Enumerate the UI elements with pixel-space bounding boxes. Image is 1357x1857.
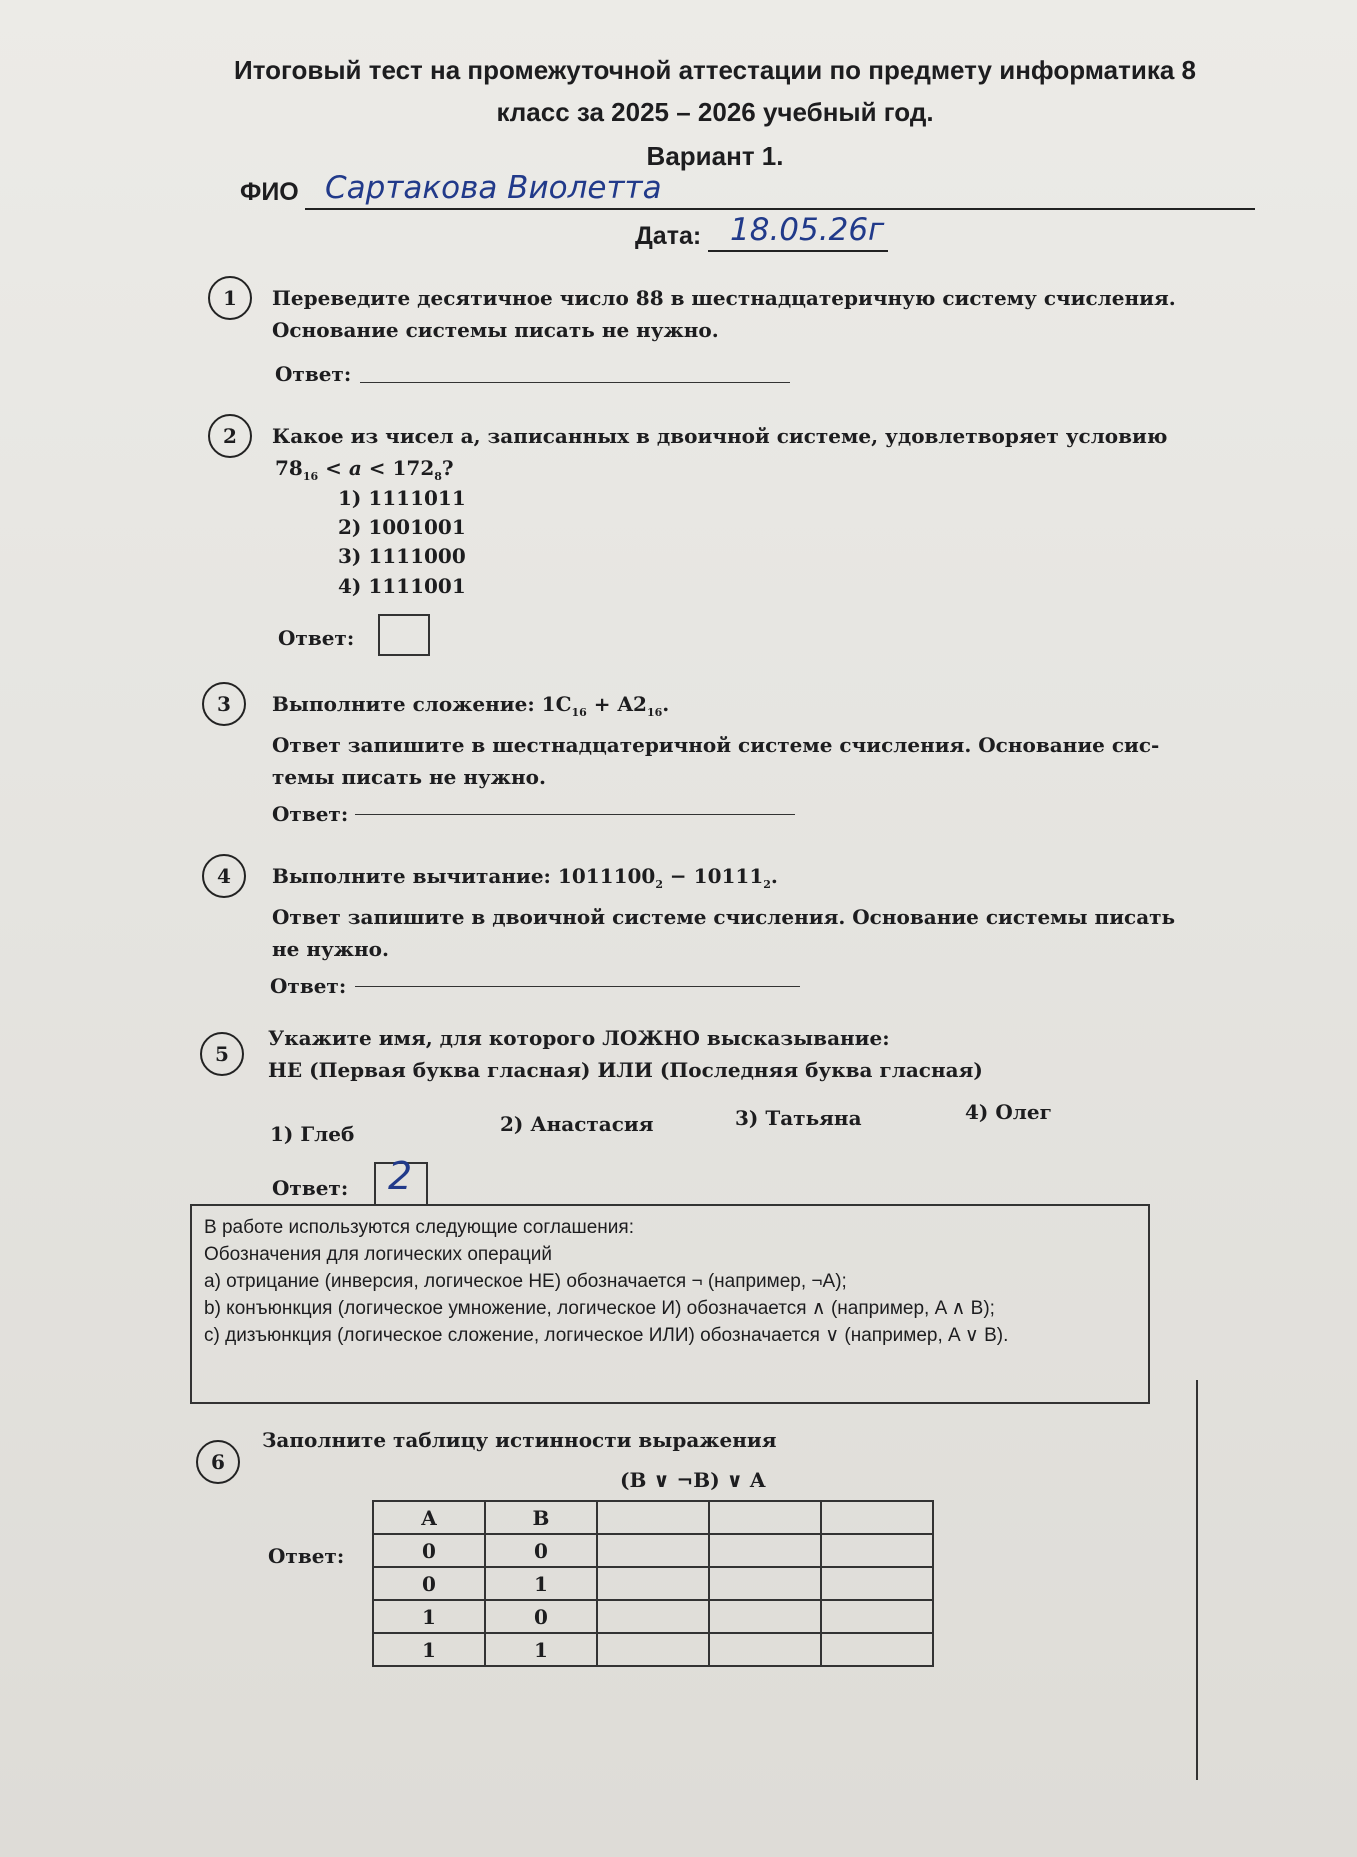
- question-1-line-2: Основание системы писать не нужно.: [272, 318, 719, 342]
- truth-table-header-b: B: [485, 1501, 597, 1534]
- question-2-answer-label: Ответ:: [278, 626, 355, 650]
- question-3-line-3: темы писать не нужно.: [272, 765, 546, 789]
- conventions-box: [190, 1204, 1150, 1404]
- truth-table-cell[interactable]: [597, 1567, 709, 1600]
- question-5-option-2: 2) Анастасия: [500, 1112, 654, 1136]
- question-5-text: [268, 1022, 1268, 1086]
- truth-table-cell-b: 1: [485, 1567, 597, 1600]
- truth-table-cell[interactable]: [597, 1501, 709, 1534]
- question-1-text: [272, 282, 1272, 346]
- truth-table-cell[interactable]: [821, 1534, 933, 1567]
- question-2-option-1: 1) 1111011: [338, 486, 466, 510]
- question-1-number: 1: [208, 276, 252, 320]
- question-1-line-1: Переведите десятичное число 88 в шестнадцатеричную систему счисления.: [272, 286, 1176, 310]
- question-5-line-1: Укажите имя, для которого ЛОЖНО высказывание:: [268, 1026, 890, 1050]
- fio-handwritten-value[interactable]: Сартакова Виолетта: [325, 170, 662, 206]
- question-6-number: 6: [196, 1440, 240, 1484]
- question-4-number: 4: [202, 854, 246, 898]
- conventions-line-2: Обозначения для логических операций: [204, 1244, 552, 1265]
- date-label: Дата:: [635, 222, 702, 250]
- truth-table-cell-b: 0: [485, 1534, 597, 1567]
- question-4-text: [272, 860, 1282, 965]
- truth-table-cell-a: 1: [373, 1633, 485, 1666]
- question-1-answer-line[interactable]: [360, 382, 790, 383]
- conventions-line-5: c) дизъюнкция (логическое сложение, логическое ИЛИ) обозначается ∨ (например, A ∨ B).: [204, 1325, 1009, 1346]
- truth-table: [372, 1500, 934, 1667]
- question-5-option-4: 4) Олег: [965, 1100, 1052, 1124]
- question-2-number: 2: [208, 414, 252, 458]
- truth-table-cell[interactable]: [709, 1501, 821, 1534]
- question-6-answer-label: Ответ:: [268, 1544, 345, 1568]
- truth-table-cell[interactable]: [821, 1501, 933, 1534]
- question-3-number: 3: [202, 682, 246, 726]
- question-3-answer-label: Ответ:: [272, 802, 349, 826]
- question-4-line-1: Выполните вычитание: $1011100_2 - 10111_2$.: [272, 864, 778, 891]
- question-3-line-2: Ответ запишите в шестнадцатеричной системе счисления. Основание сис-: [272, 733, 1160, 757]
- question-2-text: Какое из чисел a, записанных в двоичной системе, удовлетворяет условию: [272, 424, 1168, 448]
- truth-table-cell[interactable]: [821, 1567, 933, 1600]
- question-5-answer-label: Ответ:: [272, 1176, 349, 1200]
- date-handwritten-value[interactable]: 18.05.26г: [730, 212, 885, 248]
- truth-table-cell-b: 0: [485, 1600, 597, 1633]
- question-4-answer-label: Ответ:: [270, 974, 347, 998]
- truth-table-cell[interactable]: [597, 1534, 709, 1567]
- page-edge-line: [1196, 1380, 1198, 1780]
- base-8-subscript: 8: [434, 470, 442, 483]
- truth-table-cell[interactable]: [709, 1567, 821, 1600]
- question-4-line-2: Ответ запишите в двоичной системе счисления. Основание системы писать: [272, 905, 1176, 929]
- test-title-line-2: класс за 2025 – 2026 учебный год.: [496, 97, 934, 127]
- question-5-option-3: 3) Татьяна: [735, 1106, 862, 1130]
- truth-table-cell[interactable]: [821, 1600, 933, 1633]
- question-3-answer-line[interactable]: [355, 814, 795, 815]
- truth-table-cell[interactable]: [597, 1600, 709, 1633]
- question-5-option-1: 1) Глеб: [270, 1122, 355, 1146]
- truth-table-cell[interactable]: [821, 1633, 933, 1666]
- question-6-expression: (B ∨ ¬B) ∨ A: [620, 1468, 766, 1492]
- fio-underline: [305, 208, 1255, 210]
- question-2-option-4: 4) 1111001: [338, 574, 466, 598]
- conventions-line-1: В работе используются следующие соглашения:: [204, 1217, 634, 1238]
- question-2-condition: $78_{16} < a < 172_8$?: [275, 456, 454, 483]
- question-3-text: [272, 688, 1272, 793]
- truth-table-cell[interactable]: [709, 1534, 821, 1567]
- question-1-answer-label: Ответ:: [275, 362, 352, 386]
- truth-table-header-a: A: [373, 1501, 485, 1534]
- conventions-line-3: a) отрицание (инверсия, логическое НЕ) обозначается ¬ (например, ¬A);: [204, 1271, 847, 1292]
- base-16-subscript: 16: [302, 470, 319, 483]
- test-title-line-1: Итоговый тест на промежуточной аттестации по предмету информатика 8: [234, 55, 1196, 85]
- truth-table-cell[interactable]: [709, 1600, 821, 1633]
- question-2-option-3: 3) 1111000: [338, 544, 466, 568]
- question-2-option-2: 2) 1001001: [338, 515, 466, 539]
- question-4-line-3: не нужно.: [272, 937, 389, 961]
- truth-table-cell-a: 0: [373, 1534, 485, 1567]
- question-3-line-1: Выполните сложение: $1C_{16} + A2_{16}$.: [272, 692, 670, 719]
- truth-table-cell-a: 1: [373, 1600, 485, 1633]
- truth-table-cell[interactable]: [597, 1633, 709, 1666]
- question-5-number: 5: [200, 1032, 244, 1076]
- truth-table-cell-b: 1: [485, 1633, 597, 1666]
- question-5-line-2: НЕ (Первая буква гласная) ИЛИ (Последняя буква гласная): [268, 1058, 983, 1082]
- question-6-text: Заполните таблицу истинности выражения: [262, 1428, 777, 1452]
- question-4-answer-line[interactable]: [355, 986, 800, 987]
- conventions-line-4: b) конъюнкция (логическое умножение, логическое И) обозначается ∧ (например, A ∧ B);: [204, 1298, 995, 1319]
- variant-label: Вариант 1.: [646, 141, 784, 171]
- truth-table-cell[interactable]: [709, 1633, 821, 1666]
- fio-label: ФИО: [240, 178, 299, 206]
- truth-table-cell-a: 0: [373, 1567, 485, 1600]
- question-5-handwritten-answer: 2: [388, 1154, 413, 1198]
- date-underline: [708, 250, 888, 252]
- question-2-answer-box[interactable]: [378, 614, 430, 656]
